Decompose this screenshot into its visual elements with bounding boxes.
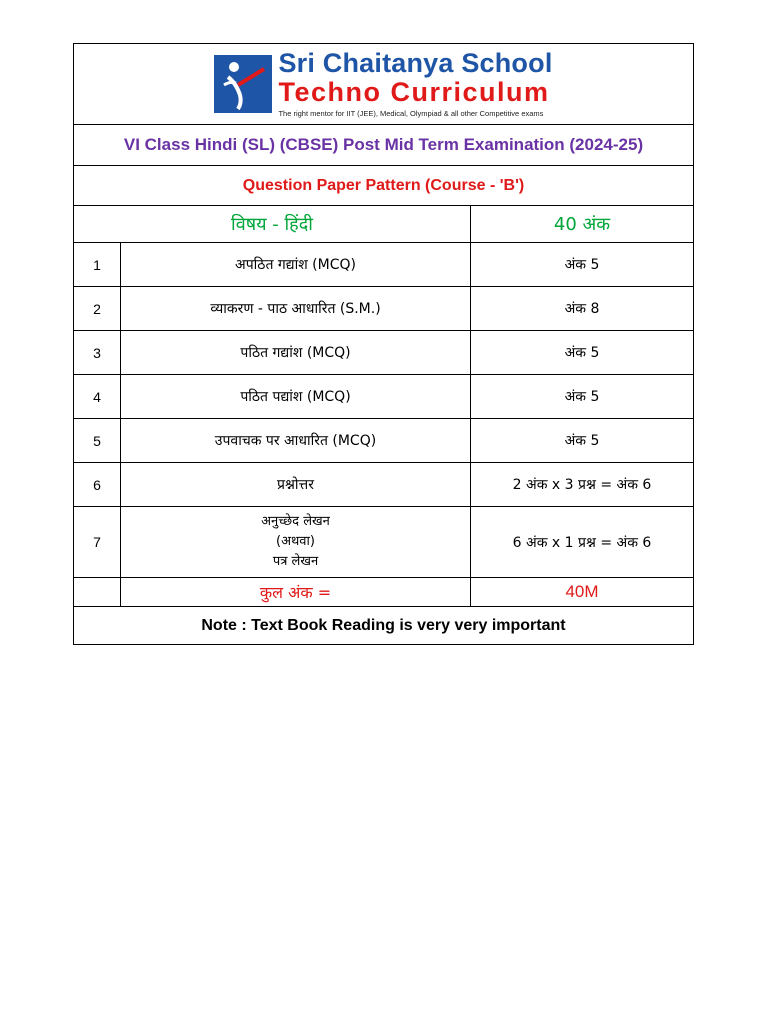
runner-emblem-icon xyxy=(214,55,272,113)
logo-curriculum-name: Techno Curriculum xyxy=(278,77,550,108)
row-topic-line: अनुच्छेद लेखन xyxy=(261,513,330,529)
table-row xyxy=(74,330,693,374)
row-marks: अंक 5 xyxy=(564,257,600,273)
row-topic: उपवाचक पर आधारित (MCQ) xyxy=(121,419,471,462)
row-number: 7 xyxy=(74,507,121,577)
row-marks: अंक 8 xyxy=(564,301,600,317)
total-number-cell xyxy=(74,578,121,606)
row-number: 5 xyxy=(74,419,121,462)
row-marks: अंक 5 xyxy=(564,433,600,449)
row-marks: 2 अंक x 3 प्रश्न = अंक 6 xyxy=(512,477,652,493)
row-marks: अंक 5 xyxy=(564,389,600,405)
exam-pattern-sheet xyxy=(73,43,694,645)
exam-title: VI Class Hindi (SL) (CBSE) Post Mid Term Examination (2024-25) xyxy=(74,124,693,165)
total-value: 40M xyxy=(565,582,599,601)
row-number: 3 xyxy=(74,331,121,374)
subject-label: विषय - हिंदी xyxy=(74,206,471,242)
subject-marks: 40 अंक xyxy=(553,214,611,235)
row-topic: पठित पद्यांश (MCQ) xyxy=(121,375,471,418)
table-row xyxy=(74,374,693,418)
row-topic xyxy=(121,507,471,577)
row-marks: अंक 5 xyxy=(564,345,600,361)
table-row xyxy=(74,462,693,506)
table-row xyxy=(74,242,693,286)
pattern-title: Question Paper Pattern (Course - 'B') xyxy=(74,165,693,205)
school-logo xyxy=(214,50,552,118)
row-topic-line: पत्र लेखन xyxy=(272,554,319,570)
note: Note : Text Book Reading is very very important xyxy=(74,606,693,644)
subject-row xyxy=(74,205,693,242)
row-number: 2 xyxy=(74,287,121,330)
total-row xyxy=(74,577,693,606)
table-row xyxy=(74,506,693,577)
row-marks: 6 अंक x 1 प्रश्न = अंक 6 xyxy=(512,534,652,551)
row-topic: पठित गद्यांश (MCQ) xyxy=(121,331,471,374)
table-row xyxy=(74,286,693,330)
row-topic: व्याकरण - पाठ आधारित (S.M.) xyxy=(121,287,471,330)
row-topic: प्रश्नोत्तर xyxy=(121,463,471,506)
row-number: 1 xyxy=(74,243,121,286)
row-topic: अपठित गद्यांश (MCQ) xyxy=(121,243,471,286)
row-number: 6 xyxy=(74,463,121,506)
total-label: कुल अंक = xyxy=(121,578,471,606)
logo-school-name: Sri Chaitanya School xyxy=(278,48,553,79)
row-number: 4 xyxy=(74,375,121,418)
row-topic-line: (अथवा) xyxy=(276,533,315,549)
table-row xyxy=(74,418,693,462)
logo-row xyxy=(74,44,693,124)
logo-tagline: The right mentor for IIT (JEE), Medical, Olympiad & all other Competitive exams xyxy=(278,109,544,119)
